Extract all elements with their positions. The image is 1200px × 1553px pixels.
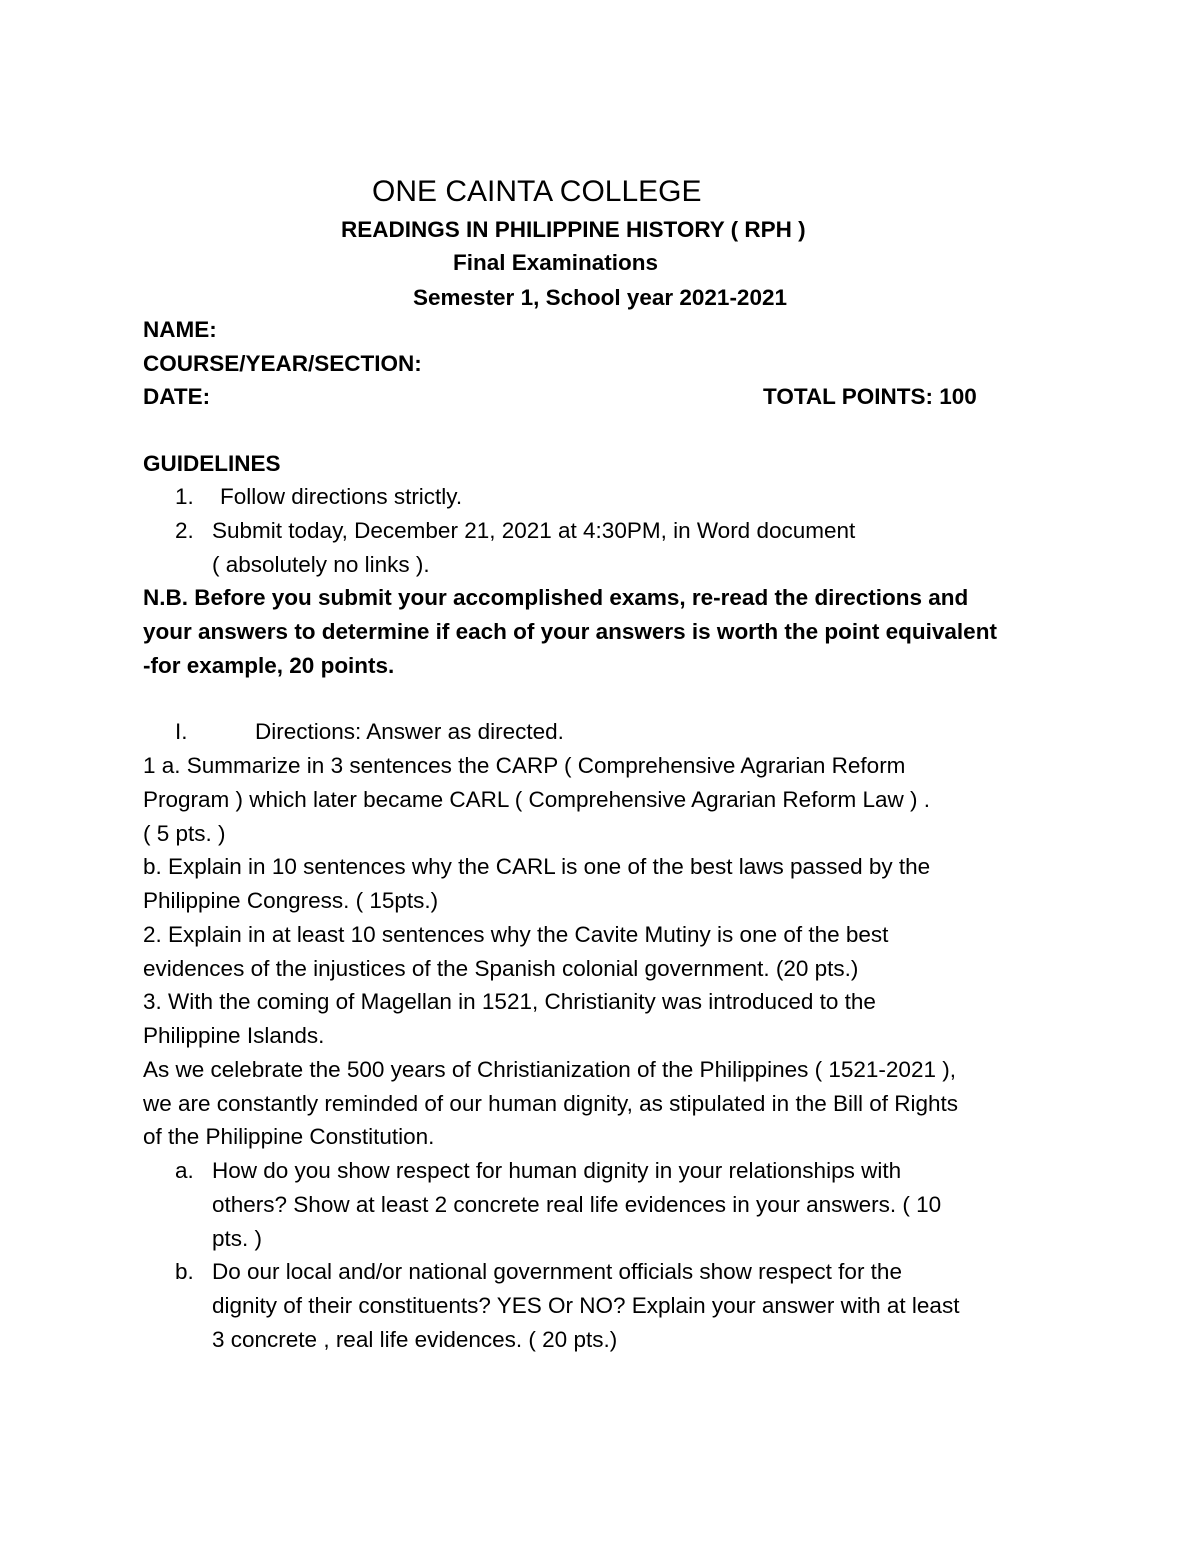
total-points-label: TOTAL POINTS: 100	[763, 384, 977, 409]
question-2-line: 2. Explain in at least 10 sentences why the Cavite Mutiny is one of the best	[143, 922, 889, 947]
question-3-line: 3. With the coming of Magellan in 1521, Christianity was introduced to the	[143, 989, 876, 1014]
section-numeral: I.	[175, 719, 188, 744]
note-line: N.B. Before you submit your accomplished exams, re-read the directions and	[143, 585, 969, 610]
question-1a-line: ( 5 pts. )	[143, 821, 226, 846]
subquestion-letter: a.	[175, 1158, 194, 1183]
question-2-line: evidences of the injustices of the Spanish colonial government. (20 pts.)	[143, 956, 859, 981]
question-3-line: As we celebrate the 500 years of Christianization of the Philippines ( 1521-2021 ),	[143, 1057, 956, 1082]
guideline-number: 1.	[175, 484, 194, 509]
question-1b-line: b. Explain in 10 sentences why the CARL is one of the best laws passed by the	[143, 854, 931, 879]
guideline-text: Follow directions strictly.	[220, 484, 463, 509]
guideline-text: Submit today, December 21, 2021 at 4:30PM, in Word document	[212, 518, 856, 543]
course-title: READINGS IN PHILIPPINE HISTORY ( RPH )	[341, 217, 806, 242]
subquestion-line: dignity of their constituents? YES Or NO? Explain your answer with at least	[212, 1293, 960, 1318]
question-1b-line: Philippine Congress. ( 15pts.)	[143, 888, 439, 913]
note-line: -for example, 20 points.	[143, 653, 395, 678]
question-3-line: of the Philippine Constitution.	[143, 1124, 435, 1149]
name-field-label: NAME:	[143, 317, 217, 342]
guideline-number: 2.	[175, 518, 194, 543]
question-3-line: we are constantly reminded of our human dignity, as stipulated in the Bill of Rights	[143, 1091, 959, 1116]
subquestion-line: others? Show at least 2 concrete real life evidences in your answers. ( 10	[212, 1192, 942, 1217]
question-1a-line: 1 a. Summarize in 3 sentences the CARP ( Comprehensive Agrarian Reform	[143, 753, 906, 778]
guideline-text: ( absolutely no links ).	[212, 552, 430, 577]
term-label: Semester 1, School year 2021-2021	[413, 285, 787, 310]
subquestion-line: Do our local and/or national government officials show respect for the	[212, 1259, 902, 1284]
subquestion-letter: b.	[175, 1259, 194, 1284]
guidelines-heading: GUIDELINES	[143, 451, 281, 476]
subquestion-line: pts. )	[212, 1226, 263, 1251]
school-name: ONE CAINTA COLLEGE	[372, 175, 702, 208]
note-line: your answers to determine if each of your answers is worth the point equivalent	[143, 619, 997, 644]
subquestion-line: How do you show respect for human dignity in your relationships with	[212, 1158, 902, 1183]
subquestion-line: 3 concrete , real life evidences. ( 20 pts.)	[212, 1327, 618, 1352]
section-directions: Directions: Answer as directed.	[255, 719, 564, 744]
question-1a-line: Program ) which later became CARL ( Comprehensive Agrarian Reform Law ) .	[143, 787, 930, 812]
question-3-line: Philippine Islands.	[143, 1023, 325, 1048]
course-section-field-label: COURSE/YEAR/SECTION:	[143, 351, 422, 376]
exam-title: Final Examinations	[453, 250, 659, 275]
date-field-label: DATE:	[143, 384, 211, 409]
